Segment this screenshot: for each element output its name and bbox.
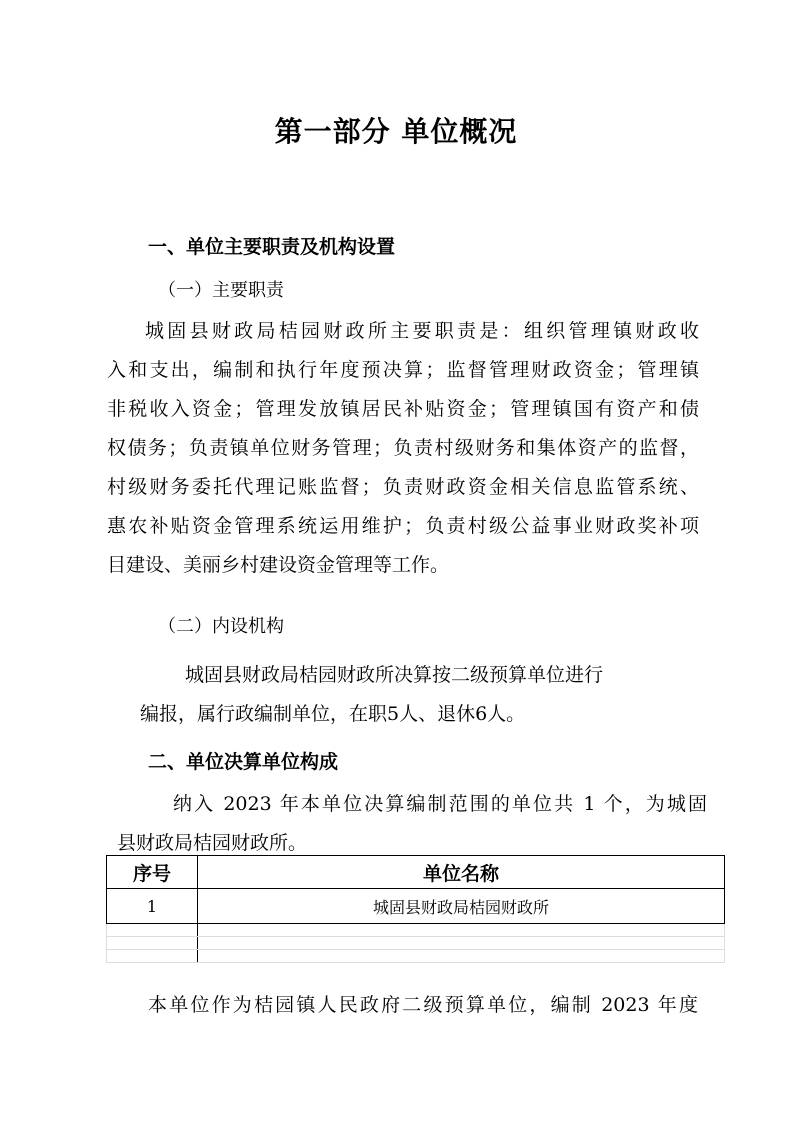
section1-sub2-heading: （二）内设机构 [158, 616, 284, 637]
scope-line: 县财政局桔园财政所。 [117, 832, 308, 854]
duties-line: 非税收入资金；管理发放镇居民补贴资金；管理镇国有资产和债 [107, 398, 699, 420]
duties-paragraph [107, 312, 699, 585]
table-cell-name: 城固县财政局桔园财政所 [198, 889, 725, 924]
table-cell-seq: 1 [107, 889, 198, 924]
scope-paragraph [117, 785, 707, 863]
unit-table [106, 855, 725, 963]
duties-line: 入和支出，编制和执行年度预决算；监督管理财政资金；管理镇 [107, 359, 699, 381]
scope-line: 纳入 2023 年本单位决算编制范围的单位共 1 个，为城固 [173, 793, 707, 815]
closing-line: 本单位作为桔园镇人民政府二级预算单位，编制 2023 年度 [148, 994, 698, 1016]
table-row-empty [107, 950, 725, 963]
table-row-empty [107, 924, 725, 937]
duties-line: 权债务；负责镇单位财务管理；负责村级财务和集体资产的监督， [107, 437, 699, 459]
table-header-row [107, 856, 725, 889]
duties-line: 城固县财政局桔园财政所主要职责是：组织管理镇财政收 [145, 320, 699, 342]
page-title: 第一部分 单位概况 [274, 115, 518, 148]
section1-sub1-heading: （一）主要职责 [158, 280, 284, 301]
table-header-name: 单位名称 [198, 856, 725, 889]
table-header-seq: 序号 [107, 856, 198, 889]
structure-line: 城固县财政局桔园财政所决算按二级预算单位进行 [185, 664, 604, 686]
duties-line: 村级财务委托代理记账监督；负责财政资金相关信息监管系统、 [107, 476, 699, 498]
closing-paragraph [148, 986, 698, 1025]
duties-line: 目建设、美丽乡村建设资金管理等工作。 [107, 554, 450, 576]
duties-line: 惠农补贴资金管理系统运用维护；负责村级公益事业财政奖补项 [107, 515, 699, 537]
section2-heading: 二、单位决算单位构成 [148, 751, 339, 773]
structure-paragraph [140, 656, 700, 734]
table-row-empty [107, 937, 725, 950]
section1-heading: 一、单位主要职责及机构设置 [148, 236, 396, 258]
structure-line: 编报，属行政编制单位，在职5人、退休6人。 [140, 703, 526, 725]
table-row [107, 889, 725, 924]
